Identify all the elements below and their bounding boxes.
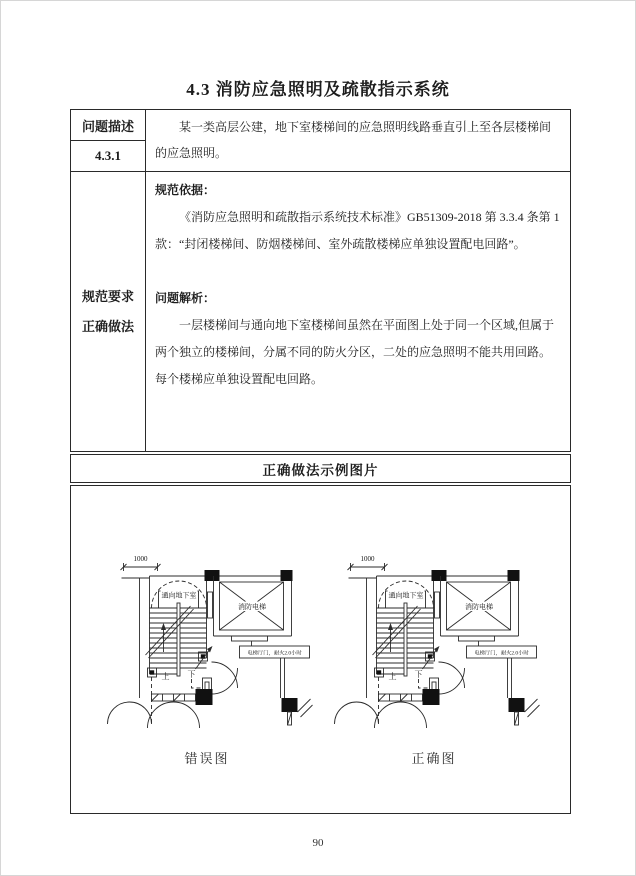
lobby-door-swings (438, 662, 464, 694)
table-row-requirement (71, 171, 570, 451)
fire-elevator-label: 消防电梯 (237, 603, 266, 611)
issue-table (70, 109, 571, 452)
column-block (431, 570, 446, 581)
elevator-door-note-box (239, 641, 309, 698)
structural-columns (195, 689, 297, 712)
elevator-door-note-label: 电梯厅门，耐火2.0小时 (473, 650, 529, 657)
column-block (280, 570, 292, 581)
basis-heading: 规范依据： (155, 183, 216, 197)
problem-description-text: 某一类高层公建，地下室楼梯间的应急照明线路垂直引上至各层楼梯间的应急照明。 (155, 120, 552, 160)
example-section-header: 正确做法示例图片 (70, 454, 571, 483)
stair-floor-plan (101, 546, 314, 738)
lighting-circuit-dashed (378, 677, 429, 724)
fire-elevator-shaft (431, 570, 519, 641)
column-block (204, 570, 219, 581)
stair-rail-and-break (145, 603, 193, 676)
dimension-1000 (347, 555, 387, 571)
up-arrow-icon (388, 623, 393, 630)
up-label: 上 (161, 672, 169, 681)
correct-diagram (328, 546, 541, 743)
dimension-label: 1000 (133, 555, 147, 563)
elevator-door-note-label: 电梯厅门，耐火2.0小时 (246, 650, 302, 657)
page-number: 90 (312, 837, 324, 849)
lighting-circuit-dashed (151, 677, 202, 724)
analysis-heading: 问题解析： (155, 291, 216, 305)
requirement-label-column (71, 172, 146, 451)
dimension-label: 1000 (360, 555, 374, 563)
door-threshold (151, 694, 195, 701)
structural-columns (422, 689, 524, 712)
lobby-door-swings (211, 662, 237, 694)
example-image-box (70, 485, 571, 814)
wrong-figure-caption: 错误图 (184, 751, 230, 766)
entry-door-swings (107, 702, 199, 728)
up-label: 上 (388, 672, 396, 681)
down-label: 下 (414, 670, 422, 679)
figures-row (71, 486, 570, 767)
basis-text: 《消防应急照明和疏散指示系统技术标准》GB51309-2018 第 3.3.4 条第 1 款：“封闭楼梯间、防烟楼梯间、室外疏散楼梯应单独设置配电回路”。 (155, 210, 560, 251)
outer-walls (121, 576, 291, 698)
requirement-label-line2: 正确做法 (81, 318, 134, 334)
stair-floor-plan (328, 546, 541, 738)
figure-correct (328, 546, 541, 767)
section-number: 4.3.1 (95, 148, 121, 163)
door-threshold (378, 694, 422, 701)
correct-figure-caption: 正确图 (411, 751, 457, 766)
analysis-text: 一层楼梯间与通向地下室楼梯间虽然在平面图上处于同一个区域,但属于两个独立的楼梯间，分属不同的防火分区，二处的应急照明不能共用回路。每个楼梯应单独设置配电回路。 (155, 318, 555, 386)
page-title: 4.3 消防应急照明及疏散指示系统 (186, 80, 450, 99)
requirement-content (146, 172, 570, 451)
column-block (508, 698, 524, 712)
figure-wrong (101, 546, 314, 767)
column-block (195, 689, 212, 705)
column-block (281, 698, 297, 712)
stair-rail-and-break (372, 603, 420, 676)
fire-elevator-shaft (204, 570, 292, 641)
content-area (70, 109, 571, 814)
entry-door-swings (334, 702, 426, 728)
to-basement-label: 通向地下室 (161, 591, 196, 600)
dimension-1000 (120, 555, 160, 571)
problem-label: 问题描述 (71, 110, 145, 141)
requirement-label-line1: 规范要求 (81, 288, 134, 304)
table-row-problem (71, 110, 570, 171)
outer-walls (348, 576, 518, 698)
column-block (422, 689, 439, 705)
wrong-diagram (101, 546, 314, 743)
column-block (507, 570, 519, 581)
down-label: 下 (187, 670, 195, 679)
problem-label-column (71, 110, 146, 171)
fire-elevator-label: 消防电梯 (464, 603, 493, 611)
elevator-door-note-box (466, 641, 536, 698)
to-basement-label: 通向地下室 (388, 591, 423, 600)
up-arrow-icon (161, 623, 166, 630)
